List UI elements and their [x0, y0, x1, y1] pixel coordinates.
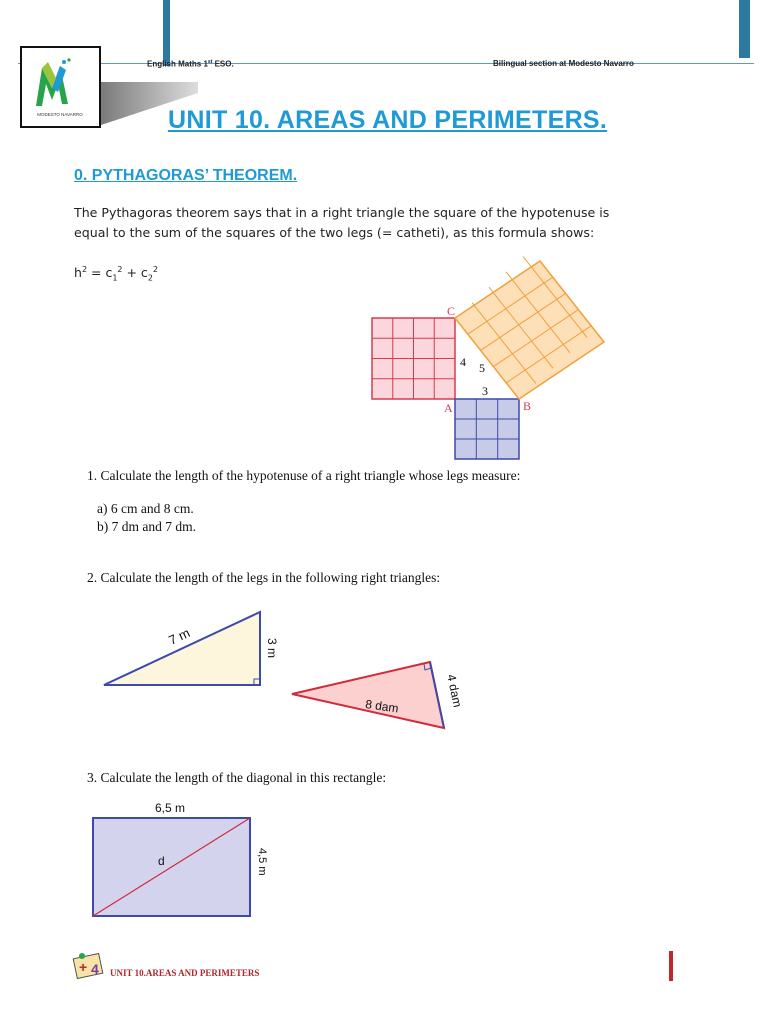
- question-2: 2. Calculate the length of the legs in the following right triangles:: [87, 570, 441, 585]
- triangle-2-hypotenuse-label: 8 dam: [364, 697, 400, 716]
- question-1-option-a: a) 6 cm and 8 cm.: [97, 501, 194, 516]
- question-3: 3. Calculate the length of the diagonal in this rectangle:: [87, 770, 387, 785]
- intro-paragraph: [74, 203, 724, 243]
- side-4-label: 4: [460, 355, 466, 369]
- intro-line-2: equal to the sum of the squares of the two legs (= catheti), as this formula shows:: [74, 225, 595, 240]
- question-1-option-b: b) 7 dm and 7 dm.: [97, 519, 196, 534]
- rectangle-width-label: 6,5 m: [155, 801, 186, 815]
- triangle-2: [292, 662, 465, 728]
- school-logo: [20, 46, 101, 128]
- svg-text:+: +: [79, 959, 88, 975]
- vertex-b-label: B: [523, 399, 532, 413]
- rectangle-height-label: 4,5 m: [256, 848, 268, 876]
- triangle-1: [104, 612, 279, 685]
- pythagoras-squares-figure: [360, 255, 620, 465]
- header-course: English Maths 1st ESO.: [147, 59, 234, 69]
- question-1: 1. Calculate the length of the hypotenuse of a right triangle whose legs measure:: [87, 468, 521, 483]
- header-tab-right: [739, 0, 750, 58]
- side-5-label: 5: [479, 361, 485, 375]
- pythagoras-formula: $h^2 = c_1^2 + c_2^2$: [74, 265, 158, 283]
- vertex-a-label: A: [444, 401, 453, 415]
- orange-square: [455, 256, 604, 399]
- intro-line-1: The Pythagoras theorem says that in a right triangle the square of the hypotenuse is: [74, 205, 610, 220]
- footer-page-marker: [669, 951, 673, 981]
- triangle-1-leg-label: 3 m: [265, 638, 279, 659]
- blue-square: [455, 399, 519, 459]
- side-3-label: 3: [482, 384, 488, 398]
- logo-caption: MODESTO NAVARRO: [37, 112, 83, 117]
- svg-text:4: 4: [91, 961, 99, 977]
- footer-unit-title: UNIT 10.AREAS AND PERIMETERS: [110, 968, 260, 978]
- header-school: Bilingual section at Modesto Navarro: [493, 59, 634, 68]
- page-title: UNIT 10. AREAS AND PERIMETERS.: [168, 106, 608, 134]
- footer-math-icon: [72, 950, 108, 980]
- section-heading: 0. PYTHAGORAS’ THEOREM.: [74, 167, 298, 184]
- triangle-1-hypotenuse-label: 7 m: [166, 625, 193, 648]
- header-tab-left: [163, 0, 170, 66]
- red-square: [372, 318, 455, 399]
- header-rule: [18, 63, 754, 64]
- rectangle-diagonal-label: d: [158, 854, 165, 868]
- triangle-2-leg-label: 4 dam: [444, 672, 465, 709]
- triangles-figure: [95, 600, 475, 740]
- rectangle-figure: [85, 795, 280, 925]
- vertex-c-label: C: [447, 304, 456, 318]
